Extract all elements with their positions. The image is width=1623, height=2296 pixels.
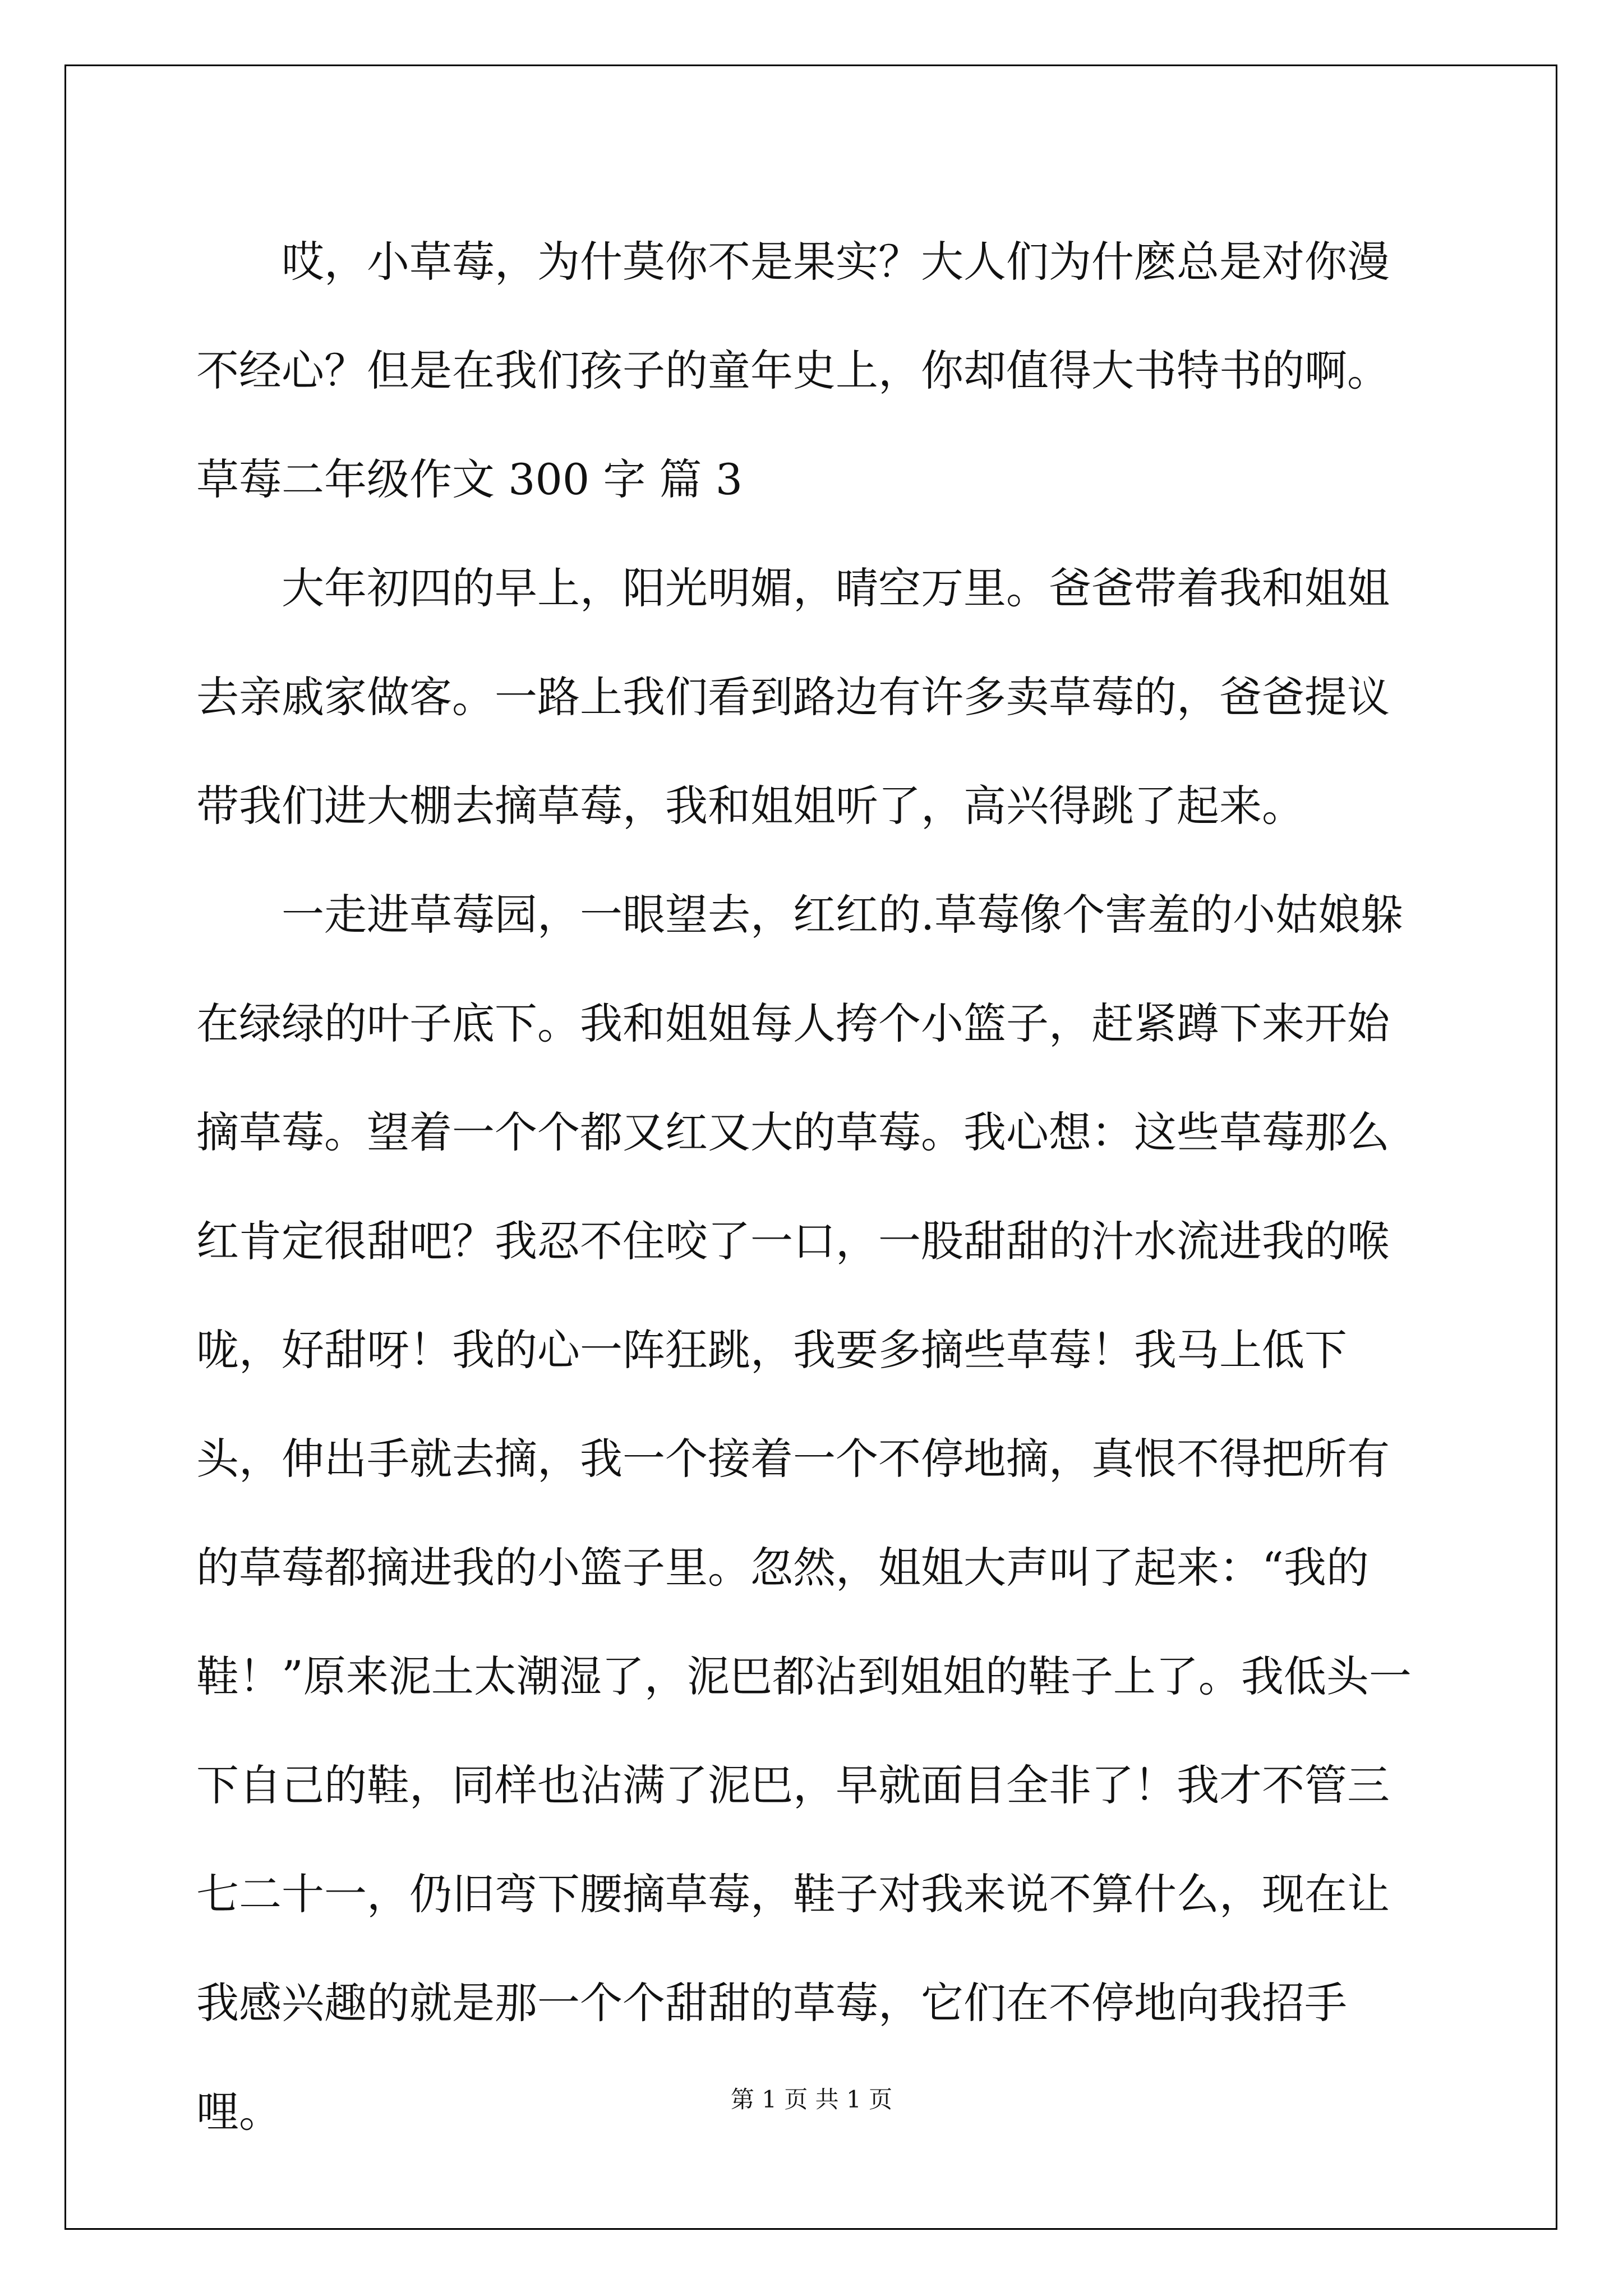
paragraph-morning: 大年初四的早上，阳光明媚，晴空万里。爸爸带着我和姐姐去亲戚家做客。一路上我们看到路边有许多卖草莓的，爸爸提议带我们进大棚去摘草莓，我和姐姐听了，高兴得跳了起来。 (196, 563, 1390, 831)
document-body (196, 208, 1430, 2166)
paragraph-intro: 哎，小草莓，为什莫你不是果实？大人们为什麽总是对你漫不经心？但是在我们孩子的童年史上，你却值得大书特书的啊。 (196, 237, 1390, 395)
section-heading: 草莓二年级作文 300 字 篇 3 (196, 454, 743, 504)
paragraph-strawberry-garden: 一走进草莓园，一眼望去，红红的.草莓像个害羞的小姑娘躲在绿绿的叶子底下。我和姐姐每人挎个小篮子，赶紧蹲下来开始摘草莓。望着一个个都又红又大的草莓。我心想：这些草莓那么红肯定很甜吧？我忍不住咬了一口，一股甜甜的汁水流进我的喉咙，好甜呀！我的心一阵狂跳，我要多摘些草莓！我马上低下头，伸出手就去摘，我一个接着一个不停地摘，真恨不得把所有的草莓都摘进我的小篮子里。忽然，姐姐大声叫了起来：“我的鞋！”原来泥土太潮湿了，泥巴都沾到姐姐的鞋子上了。我低头一下自己的鞋，同样也沾满了泥巴，早就面目全非了！我才不管三七二十一，仍旧弯下腰摘草莓，鞋子对我来说不算什么，现在让我感兴趣的就是那一个个甜甜的草莓，它们在不停地向我招手哩。 (196, 890, 1412, 2137)
page-footer: 第 1 页 共 1 页 (730, 2086, 893, 2113)
